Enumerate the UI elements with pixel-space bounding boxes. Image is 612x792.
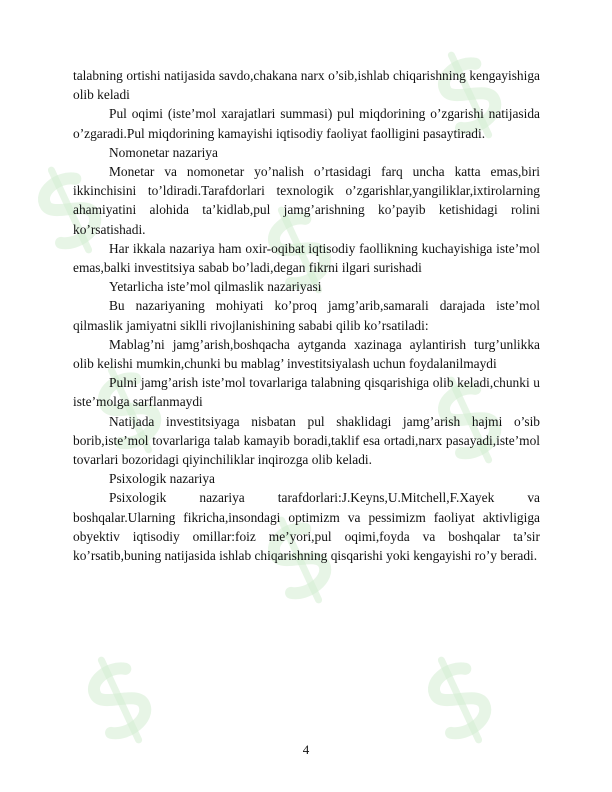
- paragraph: Har ikkala nazariya ham oxir-oqibat iqtisodiy faollikning kuchayishiga iste’mol emas,balki investitsiya sabab bo’ladi,degan fikrni ilgari surishadi: [73, 240, 540, 276]
- paragraph: Monetar va nomonetar yo’nalish o’rtasidagi farq uncha katta emas,biri ikkinchisini to’ldiradi.Tarafdorlari texnologik o’zgarishlar,yangiliklar,ixtirolarning ahamiyatini alohida ta’kidlab,pul jamg’arishning ko’payib ketishidagi rolini ko’rsatishadi.: [73, 164, 540, 237]
- paragraph: Mablag’ni jamg’arish,boshqacha aytganda xazinaga aylantirish turg’unlikka olib kelishi mumkin,chunki bu mablag’ investitsiyalash uchun foydalanilmaydi: [73, 336, 540, 372]
- paragraph: Psixologik nazariya tarafdorlari:J.Keyns,U.Mitchell,F.Xayek va boshqalar.Ularning fikricha,insondagi optimizm va pessimizm faoliyat aktivligiga obyektiv iqtisodiy omillar:foiz me’yori,pul oqimi,foyda va boshqalar ta’sir ko’rsatib,buning natijasida ishlab chiqarishning qisqarishi yoki kengayishi ro’y beradi.: [73, 490, 540, 564]
- page-number: 4: [302, 742, 310, 757]
- paragraph: Pul oqimi (iste’mol xarajatlari summasi) pul miqdorining o’zgarishi natijasida o’zgaradi.Pul miqdorining kamayishi iqtisodiy faoliyat faolligini pasaytiradi.: [73, 106, 540, 141]
- paragraph: talabning ortishi natijasida savdo,chakana narx o’sib,ishlab chiqarishning kengayishiga olib keladi: [73, 68, 540, 103]
- dollar-logo-watermark-icon: [81, 652, 156, 750]
- paragraph: Pulni jamg’arish iste’mol tovarlariga talabning qisqarishiga olib keladi,chunki u iste’molga sarflanmaydi: [73, 375, 540, 410]
- section-heading: Yetarlicha iste’mol qilmaslik nazariyasi: [109, 279, 322, 295]
- section-heading: Nomonetar nazariya: [109, 144, 218, 160]
- section-heading: Psixologik nazariya: [109, 471, 215, 487]
- paragraph: Bu nazariyaning mohiyati ko’proq jamg’arib,samarali darajada iste’mol qilmaslik jamiyatni siklli rivojlanishining sababi qilib ko’rsatiladi:: [73, 298, 540, 333]
- paragraph: Natijada investitsiyaga nisbatan pul shaklidagi jamg’arish hajmi o’sib borib,iste’mol tovarlariga talab kamayib boradi,taklif esa ortadi,narx pasayadi,iste’mol tovarlari bozoridagi qiyinchiliklar inqirozga olib keladi.: [73, 413, 540, 468]
- dollar-logo-watermark-icon: [421, 652, 496, 750]
- document-body: [73, 66, 540, 565]
